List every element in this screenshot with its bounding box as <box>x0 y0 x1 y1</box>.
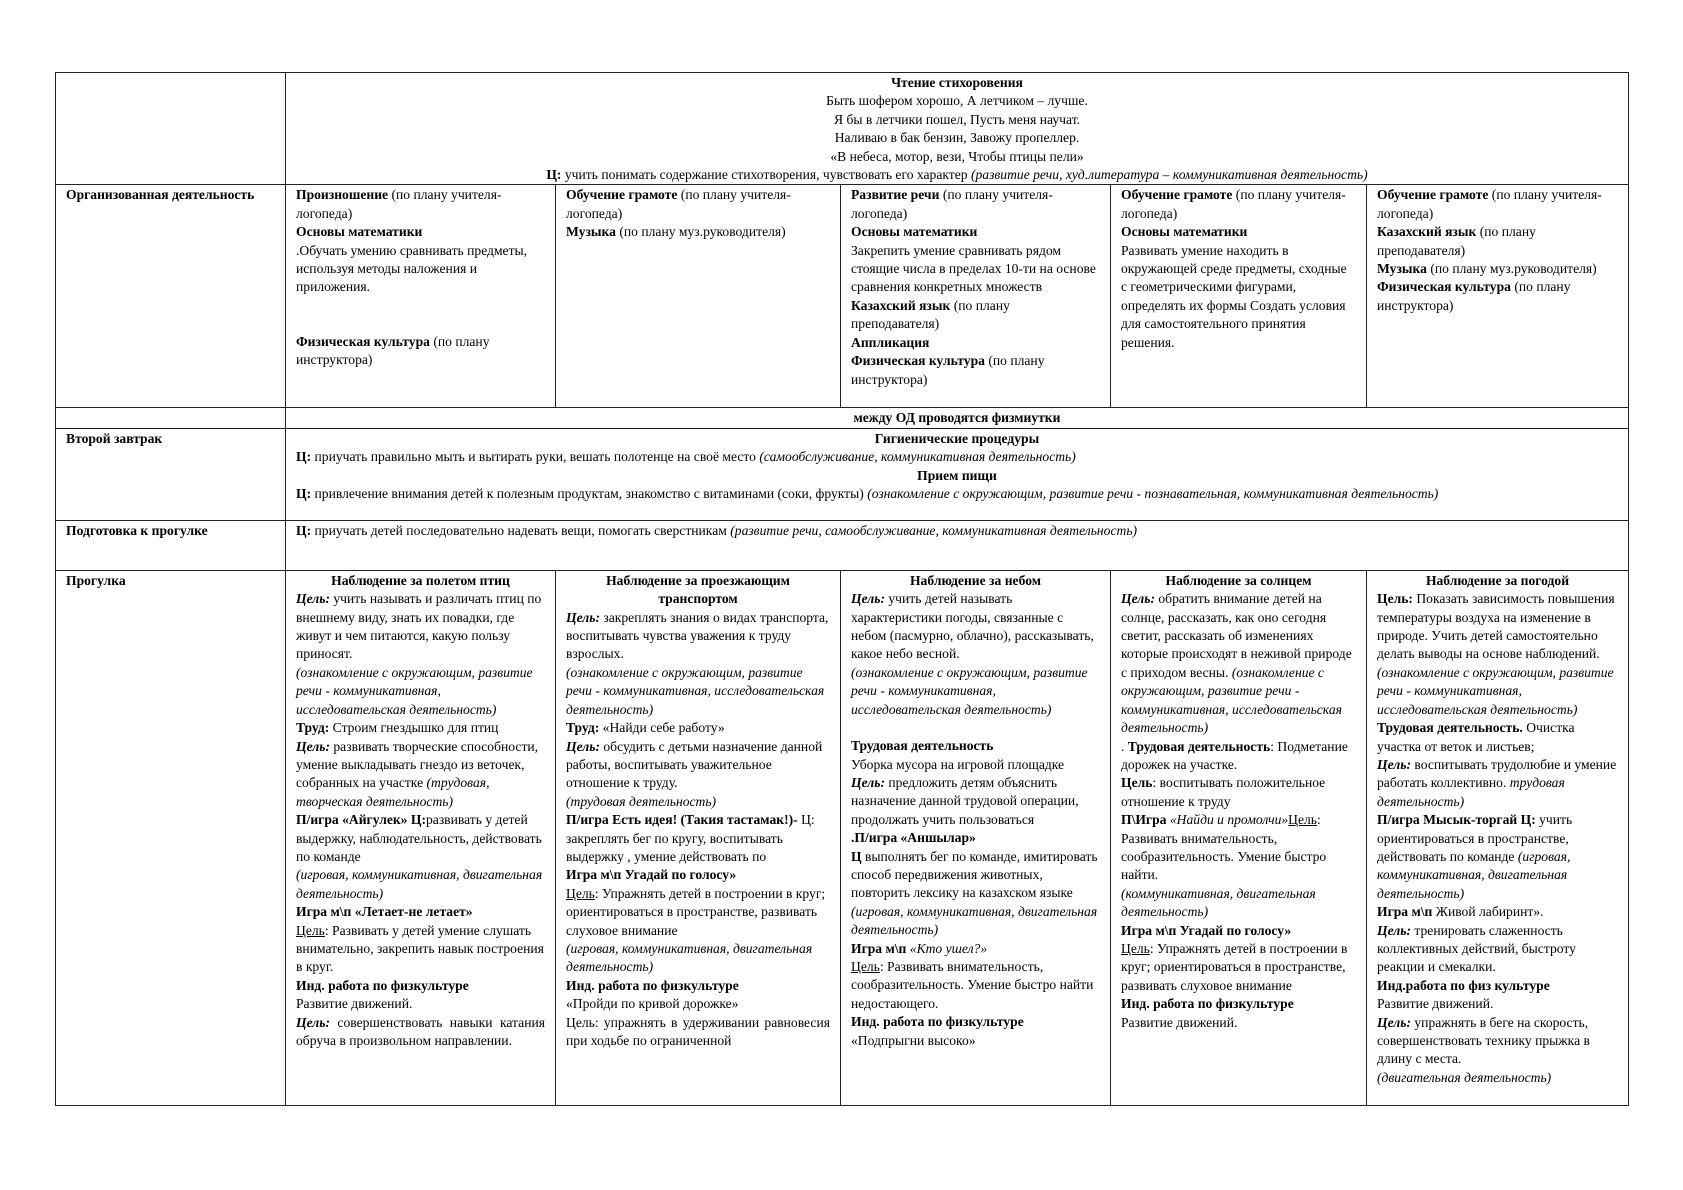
walk-tue-work-goal-text: обсудить с детьми назначение данной работы, воспитывать уважительное отношение к труду. <box>566 738 823 791</box>
organized-mon-s1-title: Произношение <box>296 187 389 203</box>
organized-thu-s2-title: Основы математики <box>1121 224 1248 240</box>
organized-mon <box>286 185 556 408</box>
walk-fri-game1-text: учить ориентироваться в пространстве, действовать по команде <box>1377 812 1573 864</box>
organized-fri-s4-title: Физическая культура <box>1377 279 1511 295</box>
organized-fri-s1-title: Обучение грамоте <box>1377 187 1489 203</box>
poem-line-3: Наливаю в бак бензин, Завожу пропеллер. <box>834 130 1080 146</box>
walk-mon-game2-label: Игра м\п «Летает-не летает» <box>296 904 473 920</box>
walk-fri-work-label: Трудовая деятельность. <box>1377 720 1523 736</box>
walk-thu-game1-name: «Найди и промолчи» <box>1169 812 1289 828</box>
prep-walk-goal-label: Ц: <box>296 522 312 538</box>
walk-fri-work-goal-label: Цель: <box>1377 756 1411 772</box>
walk-thu-goal-text: обратить внимание детей на солнце, рассказать, как оно сегодня светит, рассказать об изменениях которые происходят в неживой природе с приходом весны. <box>1121 591 1352 680</box>
walk-thu-work-goal-label: Цель <box>1121 775 1153 791</box>
walk-mon-work-area: (трудовая, творческая деятельность) <box>296 775 490 809</box>
text-fragment <box>851 774 1100 829</box>
reading-row <box>56 73 1629 185</box>
walk-mon-ind-text: Развитие движений. <box>296 996 413 1012</box>
text-fragment <box>296 485 1618 503</box>
walk-thu-game1-area: (коммуникативная, двигательная деятельность) <box>1121 885 1316 920</box>
walk-fri-goal-label: Цель: <box>1377 591 1413 607</box>
poem-line-1: Быть шофером хорошо, А летчиком – лучше. <box>826 93 1088 109</box>
text-fragment <box>1377 278 1618 315</box>
organized-label <box>56 185 286 408</box>
between-text: между ОД проводятся физмиутки <box>286 408 1629 428</box>
organized-thu-s1-title: Обучение грамоте <box>1121 187 1233 203</box>
walk-thu-ind-text: Развитие движений. <box>1121 1014 1238 1030</box>
walk-tue-work-text: «Найди себе работу» <box>599 720 725 736</box>
prep-walk-row <box>56 520 1629 570</box>
walk-tue-ind-label: Инд. работа по физкультуре <box>566 977 739 993</box>
reading-goal-area: (развитие речи, худ.литература – коммуникативная деятельность) <box>970 167 1368 183</box>
walk-mon-work-goal-label: Цель: <box>296 738 330 754</box>
text-fragment <box>296 448 1618 466</box>
text-fragment <box>1121 738 1356 775</box>
text-fragment <box>851 186 1100 223</box>
reading-cell <box>286 73 1629 185</box>
daily-plan-table <box>55 72 1629 1106</box>
text-fragment <box>1377 811 1618 903</box>
walk-fri-game1-area: (игровая, коммуникативная, двигательная деятельность) <box>1377 848 1571 901</box>
second-breakfast-title2: Прием пищи <box>917 467 997 483</box>
text-fragment <box>296 522 1618 540</box>
text-fragment <box>1377 260 1618 278</box>
organized-wed-s5-text: (по плану инструктора) <box>851 353 1045 387</box>
walk-mon-game2-goal: Цель <box>296 922 325 938</box>
second-breakfast-goal1-label: Ц: <box>296 449 312 465</box>
walk-thu-goal-area: (ознакомление с окружающим, развитие речи - коммуникативная, исследовательская деятельность) <box>1121 664 1342 736</box>
reading-title: Чтение стихоровения <box>891 75 1023 90</box>
second-breakfast-goal2-text: привлечение внимания детей к полезным продуктам, знакомство с витаминами (соки, фрукты) <box>311 486 868 502</box>
text-fragment <box>1377 223 1618 260</box>
walk-thu-goal-label: Цель: <box>1121 591 1155 607</box>
text-fragment <box>851 848 1100 940</box>
walk-tue-ind-goal-text: Цель: упражнять в удерживании равновесия при ходьбе по ограниченной <box>566 1014 830 1048</box>
organized-tue-s1-title: Обучение грамоте <box>566 187 678 203</box>
second-breakfast-title1: Гигиенические процедуры <box>874 430 1040 446</box>
text-fragment <box>1121 774 1356 811</box>
walk-fri-title: Наблюдение за погодой <box>1425 572 1570 588</box>
walk-fri-work-goal-text: воспитывать трудолюбие и умение работать коллективно. <box>1377 756 1617 791</box>
organized-tue-s1-text: (по плану учителя-логопеда) <box>566 187 791 221</box>
walk-wed-work-label: Трудовая деятельность <box>851 738 994 754</box>
walk-tue-game2-label: Игра м\п Угадай по голосу» <box>566 867 737 883</box>
walk-mon-game1-text: развивать у детей выдержку, наблюдательность, действовать по команде <box>296 812 542 864</box>
walk-tue-game1-text: Ц: закреплять бег по кругу, воспитывать выдержку , умение действовать по <box>566 812 815 864</box>
text-fragment <box>566 885 830 940</box>
poem-line-2: Я бы в летчики пошел, Пусть меня научат. <box>833 111 1081 127</box>
organized-tue-s2-title: Музыка <box>566 224 616 240</box>
walk-tue-game2-text: : Упражнять детей в построении в круг; ориентироваться в пространстве, развивать слуховое внимание <box>566 885 826 938</box>
text-fragment <box>296 719 545 737</box>
walk-tue-goal-area: (ознакомление с окружающим, развитие речи - коммуникативная, исследовательская деятельность) <box>566 664 825 717</box>
walk-tue-ind-text: «Пройди по кривой дорожке» <box>566 996 739 1012</box>
walk-wed-game1-label: .П/игра «Аншылар» <box>851 830 976 846</box>
text-fragment <box>851 719 1100 737</box>
text-fragment <box>1377 903 1618 921</box>
text-fragment <box>851 242 1100 334</box>
walk-mon-goal-label: Цель: <box>296 591 330 607</box>
walk-label <box>56 570 286 1105</box>
text-fragment <box>1377 756 1618 811</box>
second-breakfast-goal2-area: (ознакомление с окружающим, развитие речи - познавательная, коммуникативная деятельность) <box>867 486 1439 502</box>
walk-wed-game2-label: Игра м\п <box>851 940 910 956</box>
walk-tue <box>556 570 841 1105</box>
second-breakfast-label: Второй завтрак <box>66 430 163 446</box>
second-breakfast-goal1-text: приучать правильно мыть и вытирать руки, вешать полотенце на своё место <box>311 449 760 465</box>
prep-walk-label: Подготовка к прогулке <box>66 522 208 538</box>
walk-fri-ind-label: Инд.работа по физ культуре <box>1377 977 1550 993</box>
organized-mon-s3-text: (по плану инструктора) <box>296 333 490 368</box>
walk-thu-game1-text: : Развивать внимательность, сообразительность. Умение быстро найти. <box>1121 812 1327 883</box>
walk-mon-work-goal-text: развивать творческие способности, умение выкладывать гнездо из веточек, собранных на участке <box>296 738 539 791</box>
text-fragment <box>566 738 830 793</box>
walk-wed-ind-text: «Подпрыгни высоко» <box>851 1032 976 1048</box>
text-fragment <box>56 408 286 428</box>
walk-thu-title: Наблюдение за солнцем <box>1165 572 1312 588</box>
walk-tue-game2-goal: Цель <box>566 885 595 901</box>
text-fragment <box>851 590 1100 664</box>
text-fragment <box>566 223 830 241</box>
text-fragment <box>566 719 830 737</box>
walk-tue-title: Наблюдение за проезжающим транспортом <box>606 572 790 607</box>
organized-tue-s2-text: (по плану муз.руководителя) <box>615 224 786 240</box>
organized-thu-s2-text: Развивать умение находить в окружающей среде предметы, сходные с геометрическими фигурами, определять их формы Создать условия для самостоятельного принятия решения. <box>1121 242 1347 350</box>
second-breakfast-label <box>56 428 286 520</box>
text-fragment <box>566 186 830 223</box>
second-breakfast-row <box>56 428 1629 520</box>
organized-fri-s3-text: (по плану муз.руководителя) <box>1426 261 1597 277</box>
organized-fri-s1-text: (по плану учителя-логопеда) <box>1377 187 1602 221</box>
walk-fri-game2-text: Живой лабиринт». <box>1432 904 1544 920</box>
walk-fri-work-text: Очистка участка от веток и листьев; <box>1377 720 1575 754</box>
walk-mon-goal-text: учить называть и различать птиц по внешнему виду, знать их повадки, где живут и чем питаются, какую пользу приносят. <box>296 591 542 662</box>
text-fragment <box>1377 590 1618 664</box>
text-fragment <box>1121 186 1356 223</box>
walk-wed-title: Наблюдение за небом <box>909 572 1041 588</box>
text-fragment <box>851 940 1100 958</box>
walk-thu-game1-goal: Цель <box>1288 812 1318 828</box>
walk-wed-ind-label: Инд. работа по физкультуре <box>851 1014 1024 1030</box>
reading-goal-text: учить понимать содержание стихотворения, чувствовать его характер <box>561 167 971 183</box>
walk-thu-ind-label: Инд. работа по физкультуре <box>1121 996 1294 1012</box>
walk-mon-ind-goal-label: Цель: <box>296 1014 330 1030</box>
organized-mon-s3-title: Физическая культура <box>296 333 430 349</box>
second-breakfast-goal1-area: (самообслуживание, коммуникативная деятельность) <box>759 449 1076 465</box>
walk-fri-game2-goal-text: тренировать слаженность коллективных действий, быстроту реакции и смекалки. <box>1377 922 1576 975</box>
organized-wed-s1-title: Развитие речи <box>851 187 940 203</box>
walk-tue-game2-area: (игровая, коммуникативная, двигательная деятельность) <box>566 940 813 975</box>
walk-fri-ind-text: Развитие движений. <box>1377 996 1494 1012</box>
organized-fri-s2-title: Казахский язык <box>1377 224 1477 240</box>
walk-wed-game1-goal: Ц <box>851 848 862 864</box>
walk-mon-ind-label: Инд. работа по физкультуре <box>296 977 469 993</box>
prep-walk-label <box>56 520 286 570</box>
text-fragment <box>296 297 545 315</box>
walk-fri-goal-text: Показать зависимость повышения температуры воздуха на изменение в природе. Учить детей самостоятельно делать выводы на основе наблюдений. <box>1377 591 1615 662</box>
reading-goal-label: Ц: <box>546 167 562 183</box>
walk-wed-goal-area: (ознакомление с окружающим, развитие речи - коммуникативная, исследовательская деятельность) <box>851 664 1088 717</box>
walk-wed-goal-label: Цель: <box>851 591 885 607</box>
walk-wed-work-text: Уборка мусора на игровой площадке <box>851 756 1065 772</box>
walk-tue-goal-label: Цель: <box>566 609 600 625</box>
walk-thu-work-goal-text: : воспитывать положительное отношение к труду <box>1121 775 1326 809</box>
organized-wed-s3-text: (по плану преподавателя) <box>851 297 1010 332</box>
text-fragment <box>296 315 545 333</box>
walk-wed-game2-goal: Цель <box>851 958 880 974</box>
text-fragment <box>296 590 545 664</box>
walk-fri-game2-label: Игра м\п <box>1377 904 1433 920</box>
organized-mon-s2-text: .Обучать умению сравнивать предметы, используя методы наложения и приложения. <box>296 242 528 295</box>
text-fragment <box>1377 186 1618 223</box>
walk-wed-goal-text: учить детей называть характеристики погоды, связанные с небом (пасмурно, облачно), рассказывать, какое небо весной. <box>851 591 1094 662</box>
walk-tue-goal-text: закреплять знания о видах транспорта, воспитывать чувства уважения к труду взрослых. <box>566 609 829 662</box>
walk-tue-work-goal-label: Цель: <box>566 738 600 754</box>
organized-fri-s2-text: (по плану преподавателя) <box>1377 224 1536 258</box>
text-fragment <box>566 609 830 664</box>
walk-mon-work-label: Труд: <box>296 720 330 736</box>
text-fragment <box>1377 922 1618 977</box>
organized-label: Организованная деятельность <box>66 187 255 203</box>
walk-mon <box>286 570 556 1105</box>
walk-thu-game2-text: : Упражнять детей в построении в круг; ориентироваться в пространстве, развивать слуховое внимание <box>1121 940 1348 993</box>
walk-fri-game1-label: П/игра Мысык-торгай Ц: <box>1377 812 1536 828</box>
prep-walk-cell <box>286 520 1629 570</box>
text-fragment <box>296 811 545 866</box>
organized-wed-s2-title: Основы математики <box>851 224 978 240</box>
walk-label: Прогулка <box>66 572 126 588</box>
walk-thu-game2-goal: Цель <box>1121 940 1150 956</box>
walk-thu-work-text: : Подметание дорожек на участке. <box>1121 738 1348 772</box>
organized-thu <box>1111 185 1367 408</box>
text-fragment <box>1121 940 1356 995</box>
walk-row <box>56 570 1629 1105</box>
walk-wed-game2-name: «Кто ушел?» <box>909 940 988 956</box>
walk-wed-game1-area: (игровая, коммуникативная, двигательная деятельность) <box>851 903 1098 938</box>
text-fragment <box>1121 590 1356 737</box>
text-fragment <box>851 958 1100 1013</box>
walk-thu-game1-label: П\Игра <box>1121 812 1170 828</box>
organized-wed-s3-title: Казахский язык <box>851 297 951 313</box>
walk-thu-game2-label: Игра м\п Угадай по голосу» <box>1121 922 1292 938</box>
organized-tue <box>556 185 841 408</box>
walk-wed <box>841 570 1111 1105</box>
walk-fri-ind-goal-label: Цель: <box>1377 1014 1411 1030</box>
organized-mon-s1-text: (по плану учителя-логопеда) <box>296 187 502 221</box>
organized-row <box>56 185 1629 408</box>
walk-fri-work-area: трудовая деятельность) <box>1377 775 1565 809</box>
text-fragment <box>566 811 830 866</box>
text-fragment <box>296 738 545 812</box>
walk-thu-work-label: Трудовая деятельность <box>1127 738 1271 754</box>
text-fragment <box>296 1014 545 1051</box>
organized-wed-s4-title: Аппликация <box>851 334 930 350</box>
organized-thu-s1-text: (по плану учителя-логопеда) <box>1121 187 1346 221</box>
walk-wed-game2-text: : Развивать внимательность, сообразительность. Умение быстро найти недостающего. <box>851 958 1094 1011</box>
walk-wed-game1-text: выполнять бег по команде, имитировать способ передвижения животных, повторить лексику на казахском языке <box>851 848 1098 901</box>
organized-mon-s2-title: Основы математики <box>296 224 423 240</box>
walk-thu-work-prefix: . <box>1121 738 1128 754</box>
between-row <box>56 408 1629 428</box>
walk-mon-ind-goal-text: совершенствовать навыки катания обруча в произвольном направлении. <box>296 1014 545 1048</box>
organized-fri-s4-text: (по плану инструктора) <box>1377 279 1571 313</box>
organized-wed-s5-title: Физическая культура <box>851 353 985 369</box>
walk-tue-work-label: Труд: <box>566 720 600 736</box>
walk-mon-title: Наблюдение за полетом птиц <box>331 572 510 588</box>
walk-wed-work-goal-label: Цель: <box>851 774 885 790</box>
organized-wed-s2-text: Закрепить умение сравнивать рядом стоящие числа в пределах 10-ти на основе сравнения конкретных множеств <box>851 242 1096 295</box>
walk-tue-game1-label: П/игра Есть идея! (Такия тастамак!)- <box>566 812 798 828</box>
walk-fri-ind-area: (двигательная деятельность) <box>1377 1069 1552 1085</box>
text-fragment <box>851 352 1100 389</box>
organized-fri <box>1367 185 1629 408</box>
walk-fri <box>1367 570 1629 1105</box>
text-fragment <box>1121 811 1356 885</box>
organized-wed-s1-text: (по плану учителя-логопеда) <box>851 187 1053 221</box>
text-fragment <box>1377 719 1618 756</box>
walk-fri-ind-goal-text: упражнять в беге на скорость, совершенствовать технику прыжка в длину с места. <box>1377 1014 1590 1067</box>
walk-wed-work-goal-text: предложить детям объяснить назначение данной трудовой операции, продолжать учить пользоваться <box>851 774 1079 827</box>
text-fragment <box>296 922 545 977</box>
walk-fri-game2-goal-label: Цель: <box>1377 922 1411 938</box>
walk-mon-work-text: Строим гнездышко для птиц <box>329 720 499 736</box>
walk-mon-game2-text: : Развивать у детей умение слушать внимательно, закрепить навык построения в круг. <box>296 922 544 975</box>
walk-thu <box>1111 570 1367 1105</box>
text-fragment <box>1377 1014 1618 1069</box>
organized-wed <box>841 185 1111 408</box>
walk-fri-goal-area: (ознакомление с окружающим, развитие речи - коммуникативная, исследовательская деятельность) <box>1377 664 1614 717</box>
prep-walk-goal-text: приучать детей последовательно надевать вещи, помогать сверстникам <box>311 522 731 538</box>
walk-mon-game1-area: (игровая, коммуникативная, двигательная деятельность) <box>296 867 543 901</box>
walk-mon-goal-area: (ознакомление с окружающим, развитие речи - коммуникативная, исследовательская деятельность) <box>296 664 533 717</box>
reading-label-cell <box>56 73 286 185</box>
organized-fri-s3-title: Музыка <box>1377 261 1427 277</box>
prep-walk-goal-area: (развитие речи, самообслуживание, коммуникативная деятельность) <box>730 522 1138 538</box>
text-fragment <box>296 186 545 223</box>
walk-tue-work-area: (трудовая деятельность) <box>566 793 717 809</box>
reading-goal <box>296 166 1618 184</box>
second-breakfast-goal2-label: Ц: <box>296 486 312 502</box>
poem-line-4: «В небеса, мотор, вези, Чтобы птицы пели» <box>830 148 1084 164</box>
walk-mon-game1-label: П/игра «Айгулек» Ц: <box>296 812 426 828</box>
text-fragment <box>296 333 545 370</box>
second-breakfast-cell <box>286 428 1629 520</box>
